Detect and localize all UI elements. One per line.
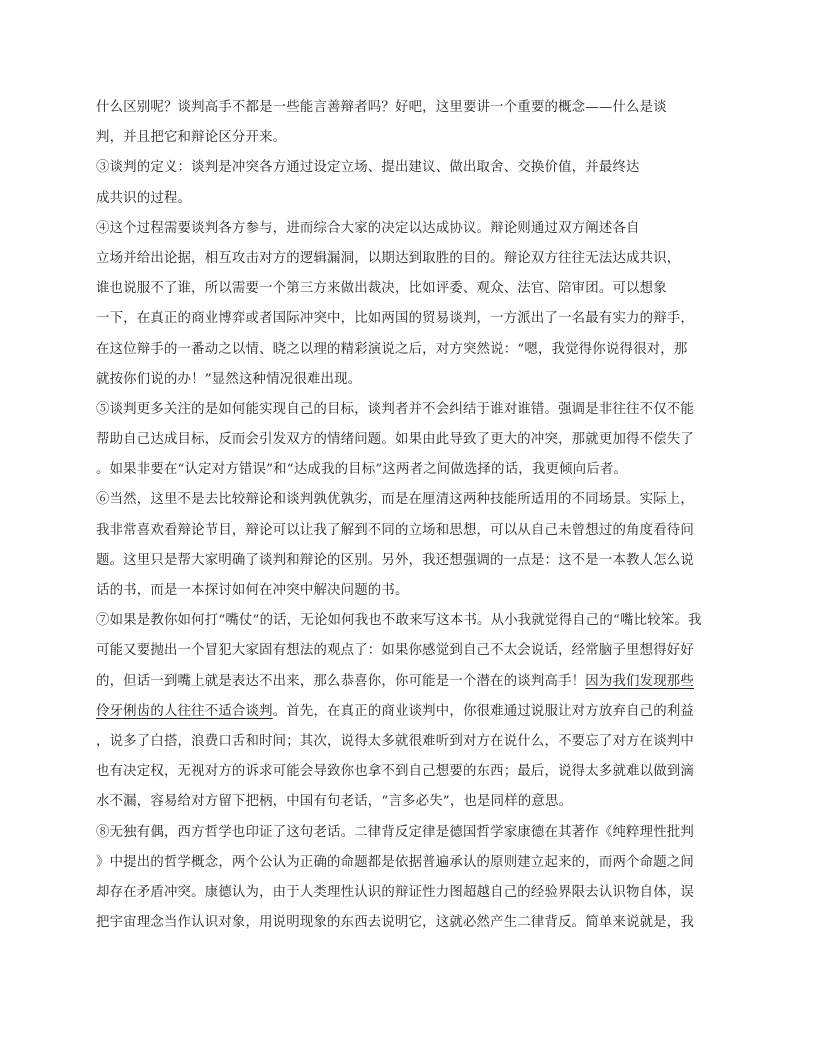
text-line: ⑤谈判更多关注的是如何能实现自己的目标，谈判者并不会纠结于谁对谁错。强调是非往往不仅不能 — [96, 401, 694, 417]
text-line: ⑦如果是教你如何打“嘴仗”的话，无论如何我也不敢来写这本书。从小我就觉得自己的“嘴比较笨。我 — [96, 613, 702, 629]
text-line: 却存在矛盾冲突。康德认为，由于人类理性认识的辩证性力图超越自己的经验界限去认识物自体，误 — [96, 884, 694, 900]
text-line: 题。这里只是帮大家明确了谈判和辩论的区别。另外，我还想强调的一点是：这不是一本教人怎么说 — [96, 552, 694, 568]
text-line — [96, 697, 720, 727]
text-line: 。如果非要在“认定对方错误”和“达成我的目标”这两者之间做选择的话，我更倾向后者。 — [96, 462, 628, 478]
text-line: 可能又要抛出一个冒犯大家固有想法的观点了：如果你感觉到自己不太会说话，经常脑子里想得好好 — [96, 643, 694, 659]
text-line: 成共识的过程。 — [96, 190, 192, 206]
text-segment: 的，但话一到嘴上就是表达不出来，那么恭喜你，你可能是一个潜在的谈判高手！ — [96, 673, 586, 689]
text-line: 立场并给出论据，相互攻击对方的逻辑漏洞，以期达到取胜的目的。辩论双方往往无法达成共识， — [96, 250, 681, 266]
text-line: 在这位辩手的一番动之以情、晓之以理的精彩演说之后，对方突然说：“嗯，我觉得你说得很对，那 — [96, 341, 688, 357]
text-line: 话的书，而是一本探讨如何在冲突中解决问题的书。 — [96, 583, 409, 598]
text-line: 把宇宙理念当作认识对象，用说明现象的东西去说明它，这就必然产生二律背反。简单来说就是，我 — [96, 915, 694, 931]
text-segment: 。首先，在真正的商业谈判中，你很难通过说服让对方放弃自己的利益 — [272, 703, 694, 719]
text-line — [96, 667, 720, 697]
text-line: 就按你们说的办！”显然这种情况很难出现。 — [96, 371, 362, 387]
text-line: 谁也说服不了谁，所以需要一个第三方来做出裁决，比如评委、观众、法官、陪审团。可以想象 — [96, 281, 667, 297]
text-line: ⑧无独有偶，西方哲学也印证了这句老话。二律背反定律是德国哲学家康德在其著作《纯粹理性批判 — [96, 824, 694, 840]
text-line: ⑥当然，这里不是去比较辩论和谈判孰优孰劣，而是在厘清这两种技能所适用的不同场景。实际上， — [96, 492, 694, 508]
text-line: 帮助自己达成目标，反而会引发双方的情绪问题。如果由此导致了更大的冲突，那就更加得不偿失了 — [96, 432, 694, 448]
text-line: ③谈判的定义：谈判是冲突各方通过设定立场、提出建议、做出取舍、交换价值，并最终达 — [96, 160, 640, 176]
underlined-text: 因为我们发现那些 — [585, 673, 694, 689]
text-line: 我非常喜欢看辩论节目，辩论可以让我了解到不同的立场和思想，可以从自己未曾想过的角度看待问 — [96, 522, 694, 538]
underlined-text: 伶牙俐齿的人往往不适合谈判 — [96, 703, 273, 719]
text-line: ④这个过程需要谈判各方参与，进而综合大家的决定以达成协议。辩论则通过双方阐述各自 — [96, 220, 640, 236]
text-line: 什么区别呢？谈判高手不都是一些能言善辩者吗？好吧，这里要讲一个重要的概念——什么是谈 — [96, 100, 667, 115]
body-text — [96, 93, 720, 938]
text-line: ，说多了白搭，浪费口舌和时间；其次，说得太多就很难听到对方在说什么，不要忘了对方在谈判中 — [96, 733, 694, 749]
text-line: 也有决定权，无视对方的诉求可能会导致你也拿不到自己想要的东西；最后，说得太多就难以做到滴 — [96, 764, 694, 780]
text-line: 一下，在真正的商业博弈或者国际冲突中，比如两国的贸易谈判，一方派出了一名最有实力的辩手， — [96, 311, 694, 327]
text-line: 》中提出的哲学概念，两个公认为正确的命题都是依据普遍承认的原则建立起来的，而两个命题之间 — [96, 854, 694, 870]
text-line: 判，并且把它和辩论区分开来。 — [96, 130, 287, 146]
text-line: 水不漏，容易给对方留下把柄，中国有句老话，“言多必失”，也是同样的意思。 — [96, 794, 573, 810]
